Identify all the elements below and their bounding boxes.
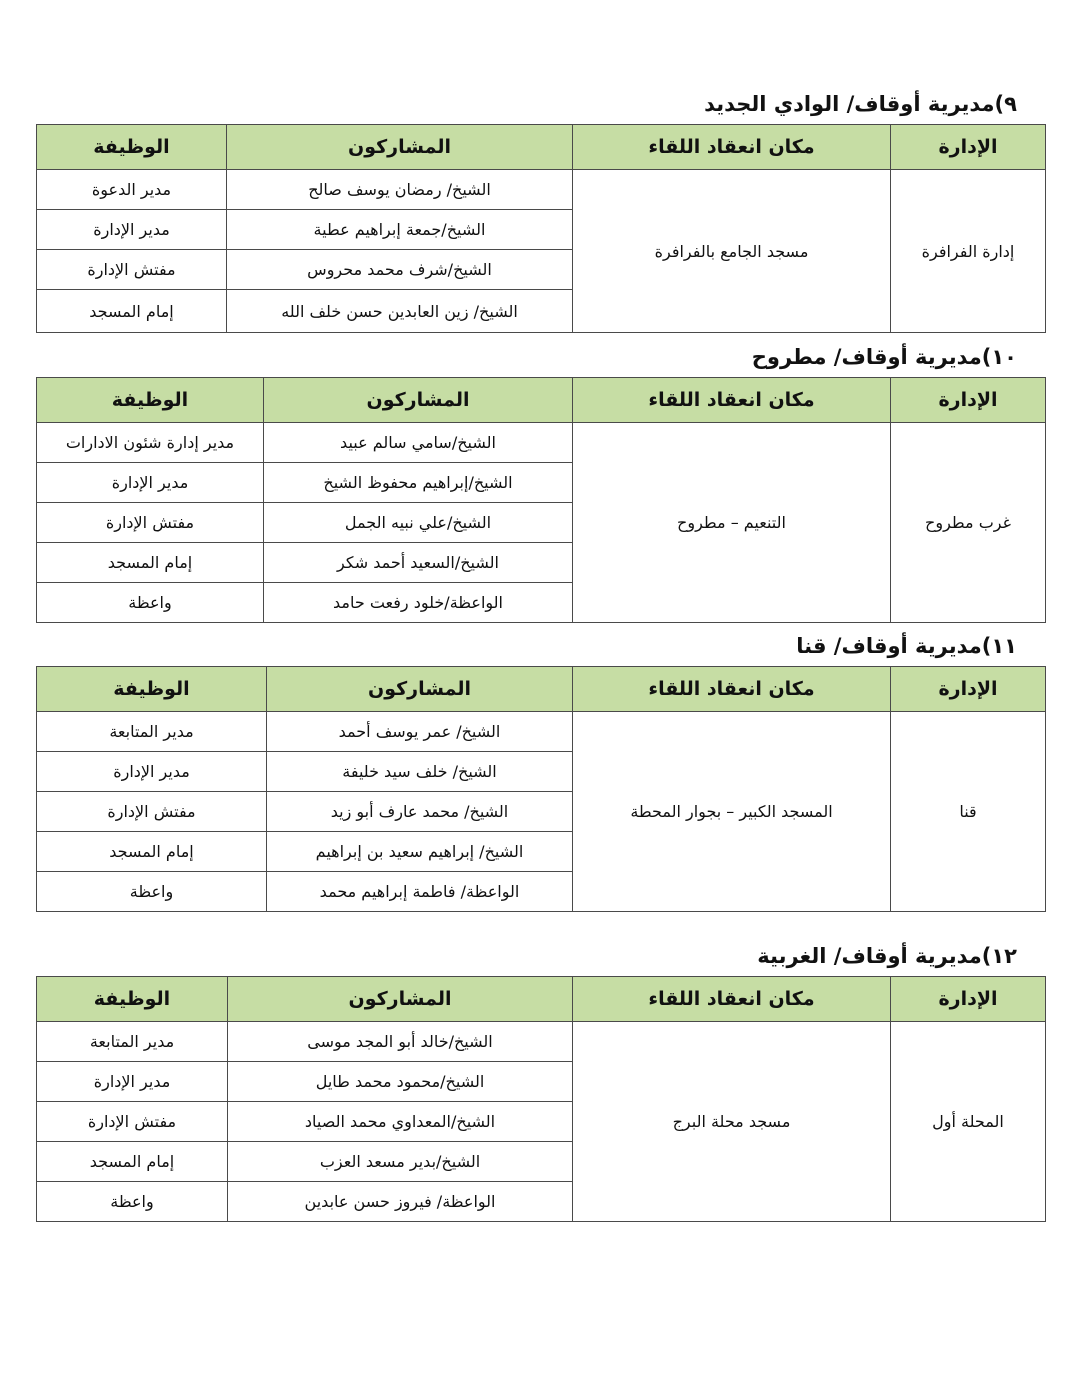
table-header-row [37, 125, 1046, 170]
participant-cell: الواعظة/ فاطمة إبراهيم محمد [267, 872, 573, 912]
admin-cell: إدارة الفرافرة [891, 170, 1046, 333]
table-header-row [37, 667, 1046, 712]
participant-cell: الشيخ/جمعة إبراهيم عطية [227, 210, 573, 250]
participant-cell: الشيخ/ إبراهيم سعيد بن إبراهيم [267, 832, 573, 872]
venue-cell: التنعيم – مطروح [573, 423, 891, 623]
table-header-row [37, 977, 1046, 1022]
header-participants: المشاركون [227, 125, 573, 170]
role-cell: واعظة [37, 872, 267, 912]
participant-cell: الشيخ/إبراهيم محفوظ الشيخ [264, 463, 573, 503]
header-venue: مكان انعقاد اللقاء [573, 977, 891, 1022]
header-participants: المشاركون [264, 378, 573, 423]
header-admin: الإدارة [891, 125, 1046, 170]
participant-cell: الشيخ/المعداوي محمد الصياد [228, 1102, 573, 1142]
role-cell: مفتش الإدارة [37, 503, 264, 543]
participant-cell: الواعظة/خلود رفعت حامد [264, 583, 573, 623]
role-cell: مفتش الإدارة [37, 792, 267, 832]
admin-cell: غرب مطروح [891, 423, 1046, 623]
participant-cell: الشيخ/السعيد أحمد شكر [264, 543, 573, 583]
role-cell: مدير الإدارة [37, 1062, 228, 1102]
role-cell: واعظة [37, 583, 264, 623]
participant-cell: الشيخ/خالد أبو المجد موسى [228, 1022, 573, 1062]
participant-cell: الشيخ/ رمضان يوسف صالح [227, 170, 573, 210]
header-admin: الإدارة [891, 977, 1046, 1022]
role-cell: إمام المسجد [37, 1142, 228, 1182]
table-header-row [37, 378, 1046, 423]
table-row [37, 423, 1046, 463]
table-row [37, 1022, 1046, 1062]
header-venue: مكان انعقاد اللقاء [573, 125, 891, 170]
header-venue: مكان انعقاد اللقاء [573, 378, 891, 423]
participant-cell: الشيخ/ خلف سيد خليفة [267, 752, 573, 792]
section-title: ٩)مديرية أوقاف/ الوادي الجديد [704, 92, 1017, 116]
role-cell: مدير الإدارة [37, 752, 267, 792]
participant-cell: الشيخ/علي نبيه الجمل [264, 503, 573, 543]
participants-table [36, 377, 1046, 623]
participant-cell: الشيخ/سامي سالم عبيد [264, 423, 573, 463]
role-cell: مفتش الإدارة [37, 1102, 228, 1142]
role-cell: مدير الدعوة [37, 170, 227, 210]
admin-cell: المحلة أول [891, 1022, 1046, 1222]
venue-cell: مسجد محلة البرج [573, 1022, 891, 1222]
role-cell: مدير المتابعة [37, 712, 267, 752]
participant-cell: الشيخ/ محمد عارف أبو زيد [267, 792, 573, 832]
section-title: ١١)مديرية أوقاف/ قنا [796, 634, 1017, 658]
participant-cell: الشيخ/شرف محمد محروس [227, 250, 573, 290]
participant-cell: الشيخ/بدير مسعد العزب [228, 1142, 573, 1182]
role-cell: مدير إدارة شئون الادارات [37, 423, 264, 463]
role-cell: مدير الإدارة [37, 463, 264, 503]
role-cell: مدير المتابعة [37, 1022, 228, 1062]
participant-cell: الشيخ/ زين العابدين حسن خلف الله [227, 290, 573, 333]
section-title: ١٢)مديرية أوقاف/ الغربية [757, 944, 1017, 968]
header-role: الوظيفة [37, 378, 264, 423]
participants-table [36, 666, 1046, 912]
role-cell: إمام المسجد [37, 290, 227, 333]
role-cell: واعظة [37, 1182, 228, 1222]
header-participants: المشاركون [228, 977, 573, 1022]
table-row [37, 712, 1046, 752]
header-participants: المشاركون [267, 667, 573, 712]
header-role: الوظيفة [37, 125, 227, 170]
venue-cell: المسجد الكبير – بجوار المحطة [573, 712, 891, 912]
participants-table [36, 976, 1046, 1222]
participant-cell: الشيخ/محمود محمد طايل [228, 1062, 573, 1102]
role-cell: مدير الإدارة [37, 210, 227, 250]
participant-cell: الشيخ/ عمر يوسف أحمد [267, 712, 573, 752]
header-admin: الإدارة [891, 667, 1046, 712]
header-venue: مكان انعقاد اللقاء [573, 667, 891, 712]
participant-cell: الواعظة/ فيروز حسن عابدين [228, 1182, 573, 1222]
section-title: ١٠)مديرية أوقاف/ مطروح [751, 345, 1017, 369]
role-cell: إمام المسجد [37, 832, 267, 872]
table-row [37, 170, 1046, 210]
role-cell: مفتش الإدارة [37, 250, 227, 290]
header-role: الوظيفة [37, 977, 228, 1022]
admin-cell: قنا [891, 712, 1046, 912]
role-cell: إمام المسجد [37, 543, 264, 583]
header-admin: الإدارة [891, 378, 1046, 423]
venue-cell: مسجد الجامع بالفرافرة [573, 170, 891, 333]
header-role: الوظيفة [37, 667, 267, 712]
participants-table [36, 124, 1046, 333]
